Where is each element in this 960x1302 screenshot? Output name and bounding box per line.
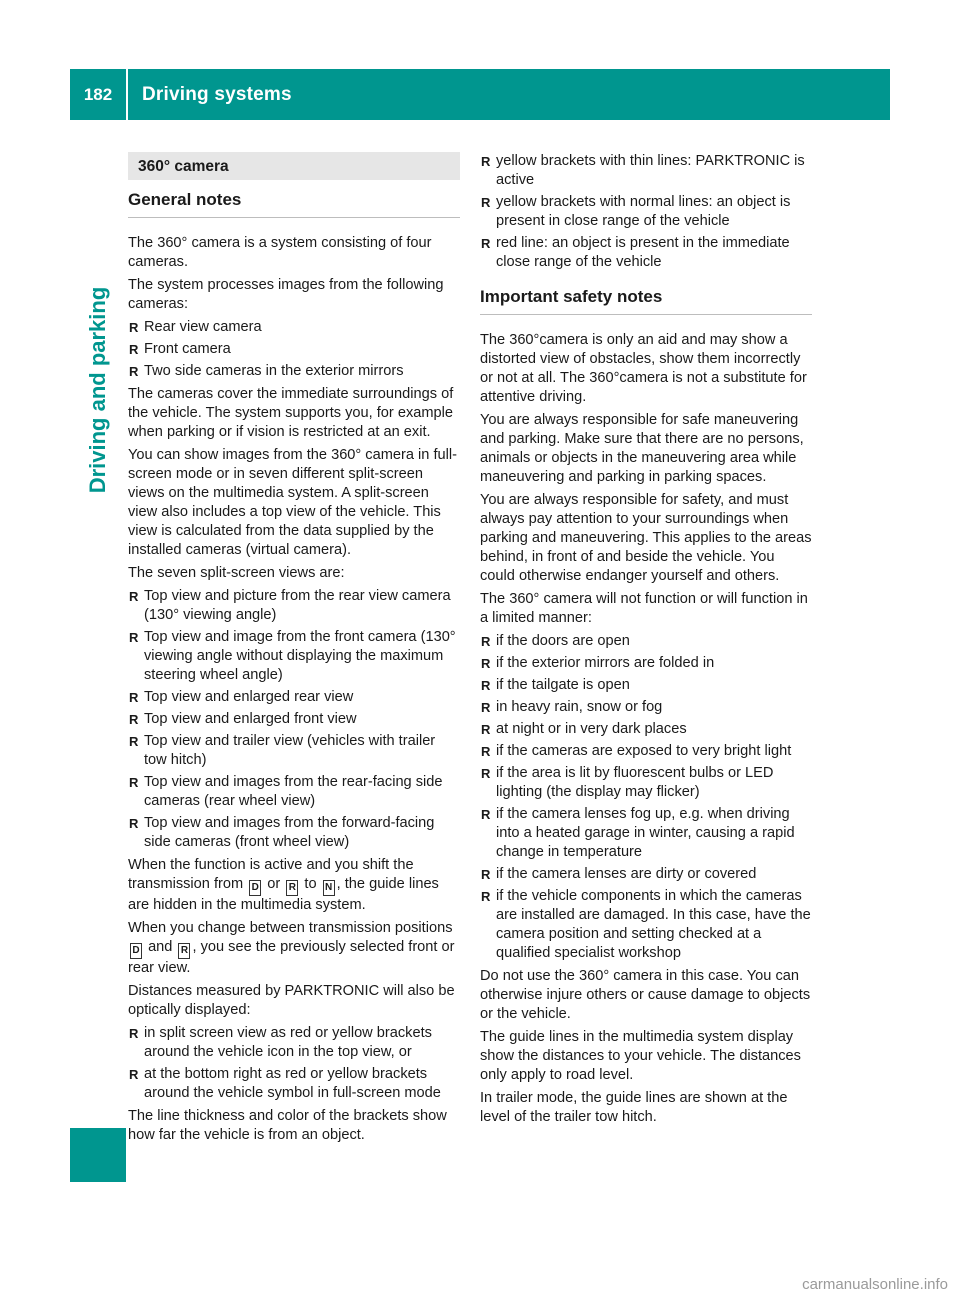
bracket-list	[480, 152, 812, 272]
paragraph: The 360° camera will not function or will function in a limited manner:	[480, 591, 808, 626]
list-item: R yellow brackets with thin lines: PARKTRONIC is active	[480, 152, 812, 190]
list-item: R if the tailgate is open	[480, 676, 812, 695]
paragraph: The seven split-screen views are:	[128, 565, 345, 581]
text: to	[304, 876, 317, 892]
left-column	[128, 152, 460, 1149]
list-item: R Rear view camera	[128, 318, 460, 337]
camera-list	[128, 318, 460, 381]
paragraph: You are always responsible for safe maneuvering and parking. Make sure that there are no persons, animals or objects in the maneuvering area while maneuvering and parking in parking spaces.	[480, 412, 804, 485]
text: , the guide lines are hidden in the multimedia system.	[128, 876, 439, 913]
list-item: R in heavy rain, snow or fog	[480, 698, 812, 717]
list-item: R if the cameras are exposed to very bright light	[480, 742, 812, 761]
paragraph: The guide lines in the multimedia system display show the distances to your vehicle. The distances only apply to road level.	[480, 1029, 801, 1083]
paragraph: Do not use the 360° camera in this case. You can otherwise injure others or cause damage to objects or the vehicle.	[480, 968, 811, 1022]
text: When the function is active and you shift the transmission from	[128, 857, 414, 892]
list-item: R Top view and picture from the rear view camera (130° viewing angle)	[128, 587, 460, 625]
paragraph: The 360°camera is only an aid and may show a distorted view of obstacles, show them incorrectly or not at all. The 360°camera is not a substitute for attentive driving.	[480, 332, 807, 405]
gear-r-symbol: R	[178, 943, 190, 959]
text: When you change between transmission positions	[128, 920, 453, 936]
general-notes-heading: General notes	[128, 189, 460, 218]
side-tab-label: Driving and parking	[85, 286, 110, 494]
list-item: R Top view and images from the forward-facing side cameras (front wheel view)	[128, 814, 460, 852]
paragraph: You can show images from the 360° camera in full-screen mode or in seven different split-screen views on the multimedia system. A split-screen view also includes a top view of the vehicle. This view is calculated from the data supplied by the installed cameras (virtual camera).	[128, 447, 457, 558]
list-item: R Top view and enlarged rear view	[128, 688, 460, 707]
section-title: 360° camera	[128, 152, 460, 180]
list-item: R Top view and images from the rear-facing side cameras (rear wheel view)	[128, 773, 460, 811]
list-item: R if the camera lenses are dirty or covered	[480, 865, 812, 884]
list-item: R in split screen view as red or yellow brackets around the vehicle icon in the top view, or	[128, 1024, 460, 1062]
list-item: R if the vehicle components in which the cameras are installed are damaged. In this case, have the camera position and setting checked at a qualified specialist workshop	[480, 887, 812, 963]
list-item: R if the doors are open	[480, 632, 812, 651]
header-divider	[126, 69, 128, 120]
distance-list	[128, 1024, 460, 1103]
paragraph: The system processes images from the following cameras:	[128, 277, 444, 312]
gear-r-symbol: R	[286, 880, 298, 896]
watermark-link[interactable]: carmanualsonline.info	[802, 1276, 948, 1293]
paragraph: In trailer mode, the guide lines are shown at the level of the trailer tow hitch.	[480, 1090, 788, 1125]
list-item: R Top view and image from the front camera (130° viewing angle without displaying the maximum steering wheel angle)	[128, 628, 460, 685]
page-title: Driving systems	[142, 83, 292, 105]
text: , you see the previously selected front or rear view.	[128, 939, 455, 976]
paragraph	[128, 919, 460, 978]
paragraph: The line thickness and color of the brackets show how far the vehicle is from an object.	[128, 1108, 447, 1143]
gear-d-symbol: D	[130, 943, 142, 959]
paragraph	[128, 856, 460, 915]
paragraph: You are always responsible for safety, and must always pay attention to your surroundings when parking and maneuvering. This applies to the areas behind, in front of and beside the vehicle. You could otherwise endanger yourself and others.	[480, 492, 812, 584]
list-item: R Front camera	[128, 340, 460, 359]
text: or	[267, 876, 281, 892]
gear-n-symbol: N	[323, 880, 335, 896]
list-item: R if the area is lit by fluorescent bulbs or LED lighting (the display may flicker)	[480, 764, 812, 802]
safety-notes-heading: Important safety notes	[480, 286, 812, 315]
gear-d-symbol: D	[249, 880, 261, 896]
list-item: R Top view and enlarged front view	[128, 710, 460, 729]
paragraph: Distances measured by PARKTRONIC will also be optically displayed:	[128, 983, 455, 1018]
list-item: R if the camera lenses fog up, e.g. when driving into a heated garage in winter, causing a rapid change in temperature	[480, 805, 812, 862]
page-number: 182	[83, 84, 113, 104]
list-item: R at night or in very dark places	[480, 720, 812, 739]
split-view-list	[128, 587, 460, 852]
list-item: R at the bottom right as red or yellow brackets around the vehicle symbol in full-screen mode	[128, 1065, 460, 1103]
right-column	[480, 152, 812, 1131]
list-item: R if the exterior mirrors are folded in	[480, 654, 812, 673]
text: and	[148, 939, 173, 955]
paragraph: The cameras cover the immediate surroundings of the vehicle. The system supports you, for example when parking or if vision is restricted at an exit.	[128, 386, 454, 440]
list-item: R red line: an object is present in the immediate close range of the vehicle	[480, 234, 812, 272]
side-tab	[70, 120, 126, 1182]
side-marker	[70, 1128, 126, 1182]
paragraph: The 360° camera is a system consisting of four cameras.	[128, 235, 432, 270]
list-item: R yellow brackets with normal lines: an object is present in close range of the vehicle	[480, 193, 812, 231]
conditions-list	[480, 632, 812, 963]
list-item: R Two side cameras in the exterior mirrors	[128, 362, 460, 381]
list-item: R Top view and trailer view (vehicles with trailer tow hitch)	[128, 732, 460, 770]
